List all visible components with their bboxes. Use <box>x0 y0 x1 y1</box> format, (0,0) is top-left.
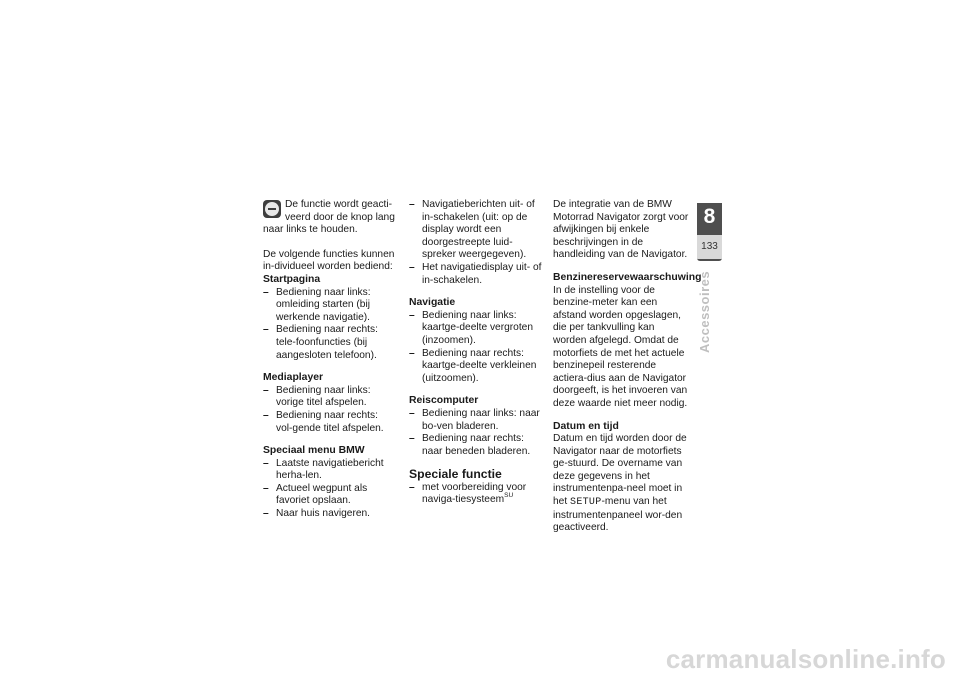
list-item: – Bediening naar rechts: vol-gende titel afspelen. <box>263 410 395 435</box>
list-item: – Bediening naar rechts: naar beneden bladeren. <box>409 433 546 458</box>
list-item-text: met voorbereiding voor naviga-tiesysteem <box>422 481 527 506</box>
setup-menu-name: SETUP <box>570 497 602 509</box>
benzinereserve-text: In de instelling voor de benzine-meter kan een afstand worden opgeslagen, die per tankvulling kan worden afgelegd. Omdat de motorfiets de met het actuele benzinepeil resterende actiera-dius aan de Navigator doorgeeft, is het invoeren van deze waarde niet meer nodig. <box>553 284 688 409</box>
note-minus-icon <box>263 200 281 218</box>
heading-reiscomputer: Reiscomputer <box>409 395 479 407</box>
note-text-first: De functie wordt geacti- <box>285 199 393 210</box>
chapter-number: 8 <box>703 205 716 228</box>
list-speciale-functie <box>409 482 546 507</box>
list-item <box>409 482 546 507</box>
list-item: – Naar huis navigeren. <box>263 508 395 521</box>
datum-text-after: -menu van het instrumentenpaneel wor-den geactiveerd. <box>553 496 683 534</box>
integration-text: De integratie van de BMW Motorrad Navigator zorgt voor afwijkingen bij enkele beschrijvingen in de handleiding van de Navigator. <box>553 199 689 261</box>
page-number: 133 <box>697 235 722 259</box>
watermark: carmanualsonline.info <box>665 644 946 674</box>
heading-benzinereserve: Benzinereservewaarschuwing <box>553 271 702 283</box>
datum-tijd-text <box>553 433 690 535</box>
heading-startpagina: Startpagina <box>263 273 321 285</box>
list-speciaal-menu <box>263 458 395 521</box>
column-middle <box>409 199 546 507</box>
list-item: – Bediening naar rechts: kaartge-deelte verkleinen (uitzoomen). <box>409 348 546 386</box>
datum-text-before: Datum en tijd worden door de Navigator naar de motorfiets ge-stuurd. De overname van deze gegevens in het instrumentenpa-neel moet in het <box>553 433 687 508</box>
intro-text: De volgende functies kunnen in-dividueel worden bediend: <box>263 248 395 273</box>
list-item: – Bediening naar rechts: tele-foonfuncties (bij aangesloten telefoon). <box>263 324 395 362</box>
list-navigatie <box>409 310 546 386</box>
list-item: – Bediening naar links: vorige titel afspelen. <box>263 385 395 410</box>
heading-speciaal-menu: Speciaal menu BMW <box>263 445 365 457</box>
list-item: – Laatste navigatiebericht herha-len. <box>263 458 395 483</box>
heading-navigatie: Navigatie <box>409 297 456 309</box>
list-top <box>409 199 546 287</box>
column-left <box>263 199 395 521</box>
list-item: – Bediening naar links: naar bo-ven bladeren. <box>409 408 546 433</box>
list-item: – Bediening naar links: kaartge-deelte vergroten (inzoomen). <box>409 310 546 348</box>
section-label: Accessoires <box>697 270 712 353</box>
heading-speciale-functie: Speciale functie <box>409 467 502 482</box>
heading-datum-tijd: Datum en tijd <box>553 420 619 432</box>
list-reiscomputer <box>409 408 546 458</box>
heading-mediaplayer: Mediaplayer <box>263 372 324 384</box>
list-item: – Actueel wegpunt als favoriet opslaan. <box>263 483 395 508</box>
chapter-tab <box>697 203 722 261</box>
list-item: – Het navigatiedisplay uit- of in-schakelen. <box>409 262 546 287</box>
list-mediaplayer <box>263 385 395 435</box>
superscript-su: SU <box>504 492 514 500</box>
list-startpagina <box>263 287 395 363</box>
note-text-rest: veerd door de knop lang naar links te houden. <box>263 211 395 236</box>
note-block <box>263 199 395 237</box>
list-item: – Bediening naar links: omleiding starten (bij werkende navigatie). <box>263 287 395 325</box>
list-item: – Navigatieberichten uit- of in-schakelen (uit: op de display wordt een doorgestreepte luid-spreker weergegeven). <box>409 199 546 262</box>
column-right <box>553 199 702 535</box>
